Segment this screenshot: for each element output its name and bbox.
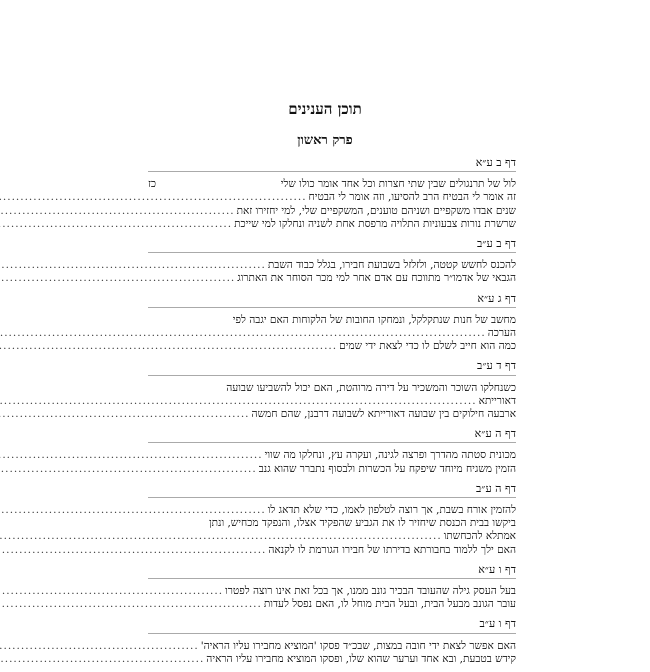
toc-entry (148, 504, 516, 517)
toc-entry (148, 259, 516, 272)
toc-section (148, 617, 516, 666)
toc-section (148, 156, 516, 231)
toc-entry-text: אמתלא להכחשתו (443, 530, 516, 543)
toc-entry (148, 327, 516, 340)
table-of-contents (148, 156, 516, 672)
daf-heading: דף ב ע״ב (148, 237, 516, 253)
daf-heading: דף ו ע״ב (148, 617, 516, 633)
toc-entry (148, 517, 516, 530)
toc-entry (148, 205, 516, 218)
dot-leader (0, 205, 235, 218)
toc-entry (148, 272, 516, 285)
toc-entry (148, 314, 516, 327)
toc-entry-text: לול של תרנגולים שבין שתי חצרות וכל אחד אומר כולו שלי (280, 178, 516, 191)
toc-entry (148, 408, 516, 421)
toc-entry (148, 653, 516, 666)
toc-section (148, 359, 516, 421)
dot-leader (0, 585, 223, 598)
toc-section (148, 482, 516, 557)
toc-entry-text: האם ילך ללמוד בחבורתא בדירתו של חבירו הגורמת לו לקנאה (268, 543, 516, 556)
dot-leader (0, 259, 266, 272)
toc-entry-text: קידש בטבעת, ובא אחד וערער שהוא שלו, ופסקו המוציא מחבירו עליו הראיה (206, 652, 516, 665)
toc-entry-text: כמה הוא חייב לשלם לו כדי לצאת ידי שמים (339, 340, 516, 353)
toc-section (148, 292, 516, 354)
toc-entry (148, 544, 516, 557)
daf-heading: דף ה ע״א (148, 427, 516, 443)
daf-heading: דף ד ע״ב (148, 359, 516, 375)
dot-leader (0, 272, 235, 285)
toc-entry (148, 449, 516, 462)
toc-entry (148, 463, 516, 476)
dot-leader (0, 544, 266, 557)
chapter-heading: פרק ראשון (297, 133, 353, 148)
dot-leader (0, 218, 232, 231)
daf-heading: דף ב ע״א (148, 156, 516, 172)
toc-entry-text: כשנחלקו השוכר והמשכיר על דירה מרוהטת, האם יכול להשביעו שבועה (226, 381, 516, 394)
toc-section (148, 237, 516, 286)
toc-entry-text: דאורייתא (478, 394, 516, 407)
dot-leader (0, 598, 262, 611)
toc-entry-text: עובר הגונב מבעל הבית, ובעל הבית מוחל לו, האם נפסל לעדות (263, 598, 516, 611)
toc-entry-text: להזמין אורח בשבת, אך רוצה לטלפון לאמו, כדי שלא תדאג לו (267, 504, 516, 517)
toc-entry (148, 218, 516, 231)
dot-leader (0, 395, 477, 408)
toc-entry-text: זה אומר לי הבטיח הרב להסיעו, וזה אומר לי הבטיח (308, 191, 516, 204)
daf-heading: דף ה ע״ב (148, 482, 516, 498)
toc-entry (148, 640, 516, 653)
daf-heading: דף ג ע״א (148, 292, 516, 308)
dot-leader (0, 530, 442, 543)
dot-leader (0, 463, 257, 476)
toc-entry (148, 340, 516, 353)
toc-entry-text: שנים אבדו משקפיים ושניהם טוענים, המשקפיים שלי, למי יחזירו זאת (236, 204, 516, 217)
toc-entry-text: ארבעה חילוקים בין שבועה דאורייתא לשבועה דרבנן, שהם חמשה (251, 408, 516, 421)
toc-entry (148, 178, 516, 191)
toc-entry (148, 382, 516, 395)
toc-entry-text: להכנס לחשש קטטה, ולזלזל בשבועת חבירו, בגלל כבוד השבת (267, 259, 516, 272)
dot-leader (0, 408, 250, 421)
toc-entry-text: הגבאי של אדמו״ר מתווכח עם אדם אחר למי מכר הסוחר את האתרוג (237, 272, 516, 285)
dot-leader (0, 449, 263, 462)
dot-leader (0, 504, 266, 517)
toc-entry (148, 585, 516, 598)
dot-leader (0, 340, 337, 353)
dot-leader (0, 327, 486, 340)
dot-leader (0, 191, 307, 204)
toc-entry-text: הזמין משגיח מיוחד שיפקח על הכשרות ולבסוף נתברר שהוא גנב (258, 462, 516, 475)
toc-entry-text: שרשרת נורות צבעוניות התלויה מרפסת אחת לשניה ונחלקו למי שייכת (234, 217, 516, 230)
toc-entry-text: הערכה (487, 327, 516, 340)
toc-entry (148, 530, 516, 543)
page-number: כז (148, 178, 157, 191)
toc-entry-text: מכונית סטתה מהדרך ופרצה לגינה, ועקרה עץ, ונחלקו מה שווי (264, 449, 516, 462)
toc-section (148, 563, 516, 612)
page-title: תוכן הענינים (288, 100, 362, 118)
daf-heading: דף ו ע״א (148, 563, 516, 579)
toc-entry-text: ביקשו בבית הכנסת שיחזיר לו את הגביע שהפקיד אצלו, והנפקד מכחיש, ונתן (208, 517, 516, 530)
toc-entry (148, 191, 516, 204)
toc-entry-text: מחשב של חנות שנתקלקל, ונמחקו החובות של הלקוחות האם יגבה לפי (232, 313, 516, 326)
toc-entry-text: בעל העסק גילה שהעובד הבכיר גונב ממנו, אך בכל זאת אינו רוצה לפטרו (225, 585, 516, 598)
toc-entry (148, 598, 516, 611)
dot-leader (0, 653, 204, 666)
toc-section (148, 427, 516, 476)
toc-entry-text: האם אפשר לצאת ידי חובה במצות, שבכ״ד פסקו 'המוציא מחבירו עליו הראיה' (200, 639, 516, 652)
toc-entry (148, 395, 516, 408)
dot-leader (0, 640, 199, 653)
